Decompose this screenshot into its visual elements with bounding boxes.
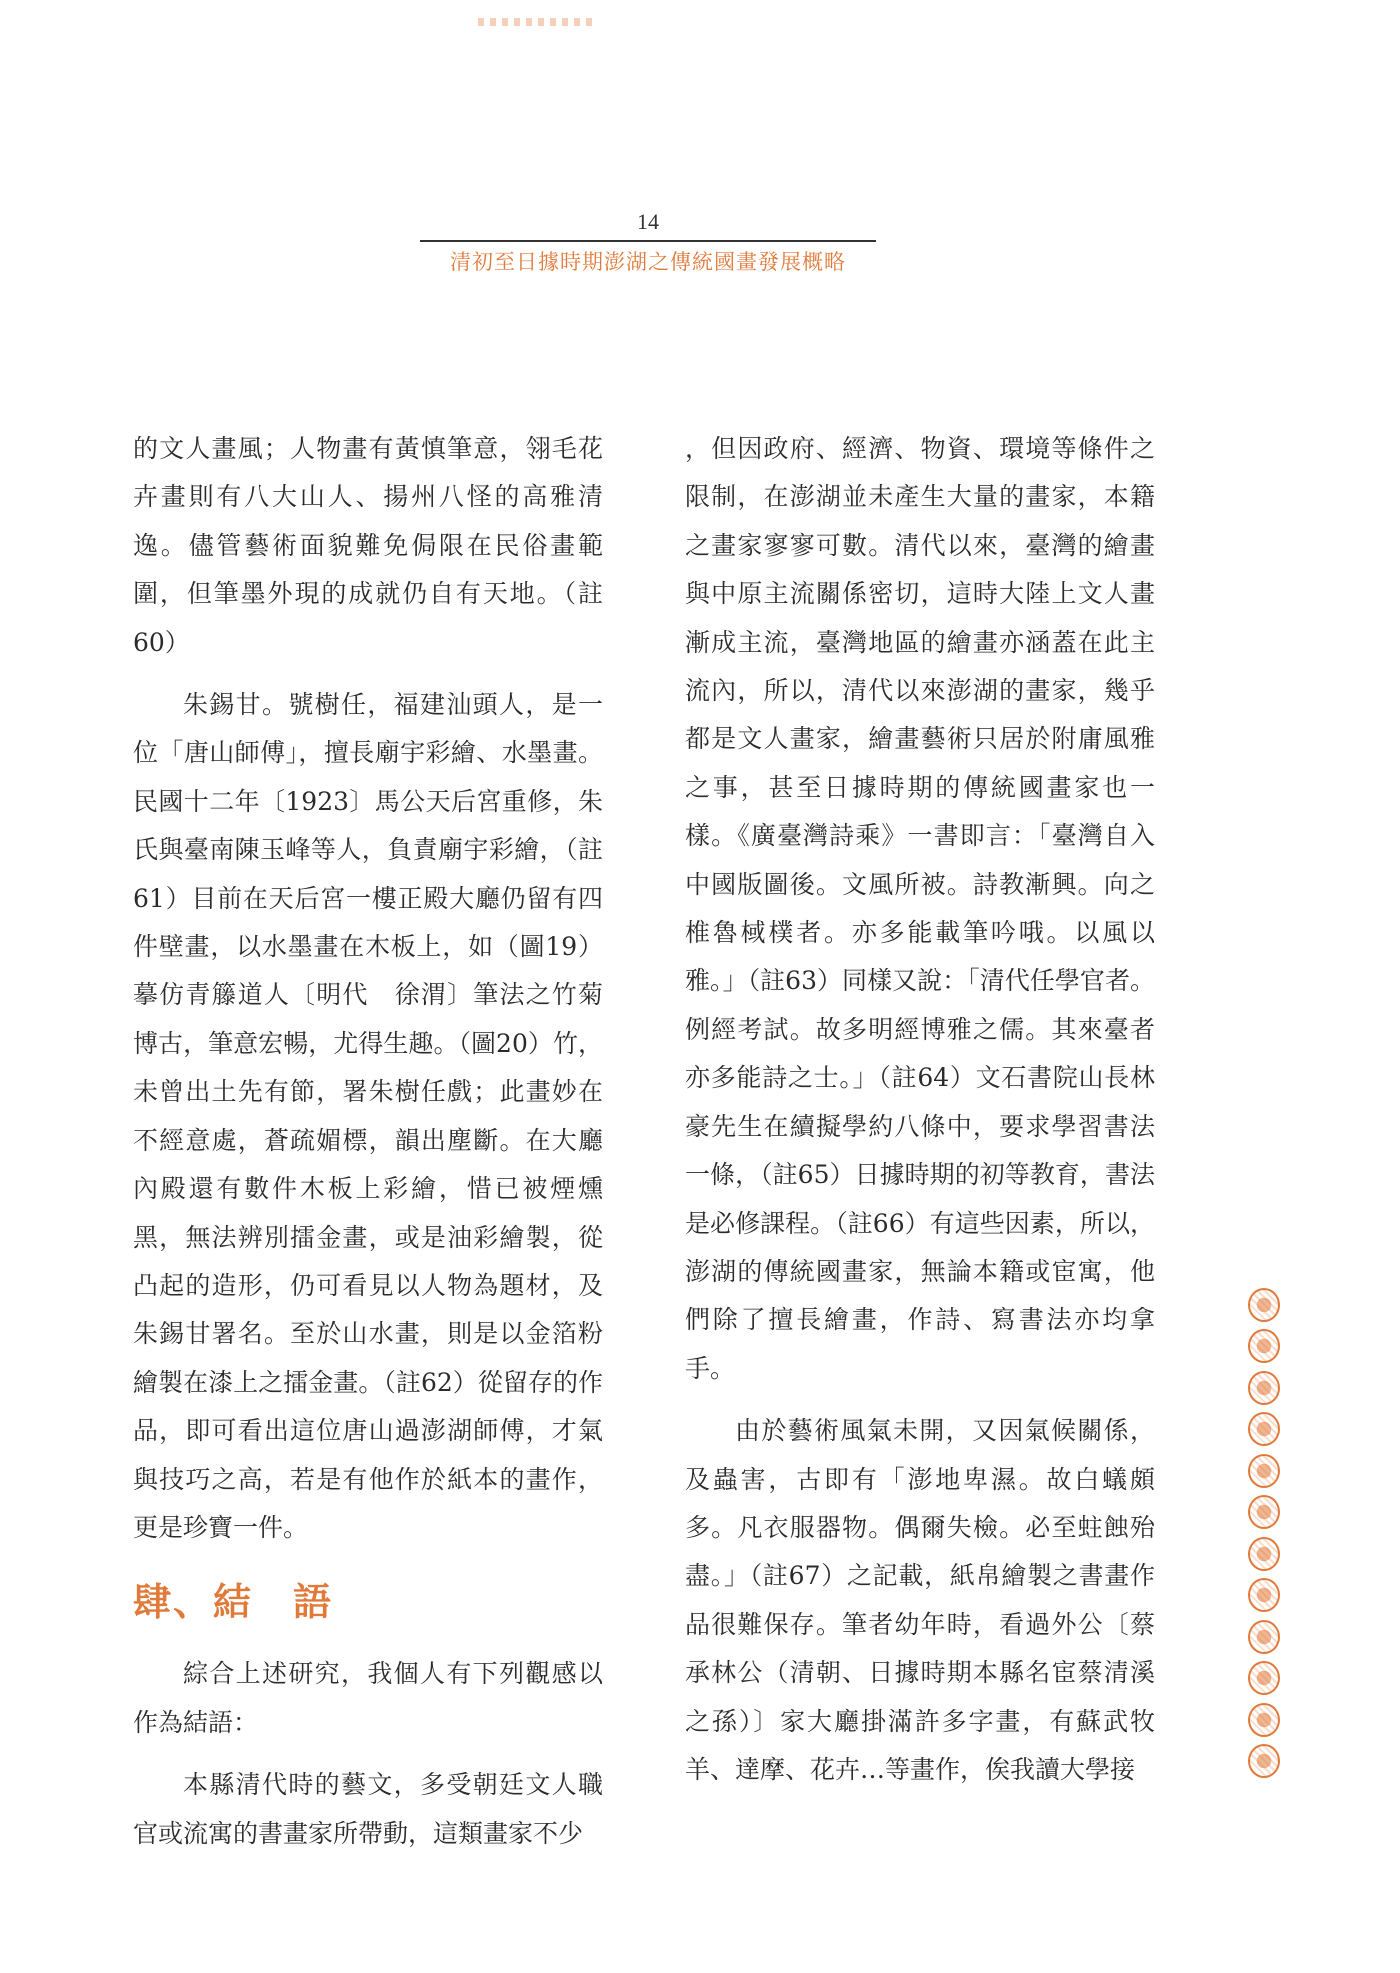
left-paragraph-2: 朱錫甘。號樹任，福建汕頭人，是一位「唐山師傅」，擅長廟宇彩繪、水墨畫。民國十二年〔1923〕馬公天后宮重修，朱氏與臺南陳玉峰等人，負責廟宇彩繪，（註61）目前在天后宮一樓正殿大廳仍留有四件壁畫，以水墨畫在木板上，如（圖19）摹仿青籐道人〔明代 徐渭〕筆法之竹菊博古，筆意宏暢，尤得生趣。（圖20）竹，未曾出土先有節，署朱樹任戲；此畫妙在不經意處，蒼疏媚標，韻出塵斷。在大廳內殿還有數件木板上彩繪，惜已被煙燻黑，無法辨別擂金畫，或是油彩繪製，從凸起的造形，仍可看見以人物為題材，及朱錫甘署名。至於山水畫，則是以金箔粉繪製在漆上之擂金畫。（註62）從留存的作品，即可看出這位唐山過澎湖師傅，才氣與技巧之高，若是有他作於紙本的畫作，更是珍寶一件。 xyxy=(133,690,603,1542)
seal-icon xyxy=(1248,1703,1280,1737)
page-number: 14 xyxy=(637,209,659,234)
seal-icon xyxy=(1248,1537,1280,1571)
seal-icon xyxy=(1248,1578,1280,1612)
conclusion-paragraph-1: 綜合上述研究，我個人有下列觀感以作為結語： xyxy=(133,1659,603,1737)
seal-icon xyxy=(1248,1288,1280,1322)
seal-icon xyxy=(1248,1495,1280,1529)
right-column xyxy=(685,425,1155,1808)
seal-icon xyxy=(1248,1329,1280,1363)
right-paragraph-2: 由於藝術風氣未開，又因氣候關係，及蟲害，古即有「澎地卑濕。故白蟻頗多。凡衣服器物。偶爾失檢。必至蛀蝕殆盡。」（註67）之記載，紙帛繪製之書畫作品很難保存。筆者幼年時，看過外公〔蔡承林公（清朝、日據時期本縣名宦蔡清溪之孫）〕家大廳掛滿許多字畫，有蘇武牧羊、達摩、花卉…等畫作，俟我讀大學接 xyxy=(685,1416,1155,1784)
left-column xyxy=(133,425,603,1872)
left-paragraph-1: 的文人畫風；人物畫有黃慎筆意，翎毛花卉畫則有八大山人、揚州八怪的高雅清逸。儘管藝術面貌難免侷限在民俗畫範圍，但筆墨外現的成就仍自有天地。（註60） xyxy=(133,434,603,657)
seal-icon xyxy=(1248,1371,1280,1405)
right-paragraph-1: ，但因政府、經濟、物資、環境等條件之限制，在澎湖並未產生大量的畫家，本籍之畫家寥寥可數。清代以來，臺灣的繪畫與中原主流關係密切，這時大陸上文人畫漸成主流，臺灣地區的繪畫亦涵蓋在此主流內，所以，清代以來澎湖的畫家，幾乎都是文人畫家，繪畫藝術只居於附庸風雅之事，甚至日據時期的傳統國畫家也一樣。《廣臺灣詩乘》一書即言：「臺灣自入中國版圖後。文風所被。詩教漸興。向之椎魯棫樸者。亦多能載筆吟哦。以風以雅。」（註63）同樣又說：「清代任學官者。例經考試。故多明經博雅之儒。其來臺者亦多能詩之士。」（註64）文石書院山長林豪先生在續擬學約八條中，要求學習書法一條，（註65）日據時期的初等教育，書法是必修課程。（註66）有這些因素，所以，澎湖的傳統國畫家，無論本籍或宦寓，他們除了擅長繪畫，作詩、寫書法亦均拿手。 xyxy=(685,434,1155,1383)
seal-icon xyxy=(1248,1661,1280,1695)
top-edge-stamp xyxy=(478,18,598,26)
seal-icon xyxy=(1248,1620,1280,1654)
running-title: 清初至日據時期澎湖之傳統國畫發展概略 xyxy=(450,250,846,274)
decorative-seal-border xyxy=(1244,1288,1284,1778)
header-rule xyxy=(420,240,876,242)
conclusion-paragraph-2: 本縣清代時的藝文，多受朝廷文人職官或流寓的書畫家所帶動，這類畫家不少 xyxy=(133,1770,603,1848)
seal-icon xyxy=(1248,1744,1280,1778)
page-header xyxy=(420,208,876,276)
seal-icon xyxy=(1248,1412,1280,1446)
seal-icon xyxy=(1248,1454,1280,1488)
section-heading: 肆、結 語 xyxy=(133,1579,334,1625)
